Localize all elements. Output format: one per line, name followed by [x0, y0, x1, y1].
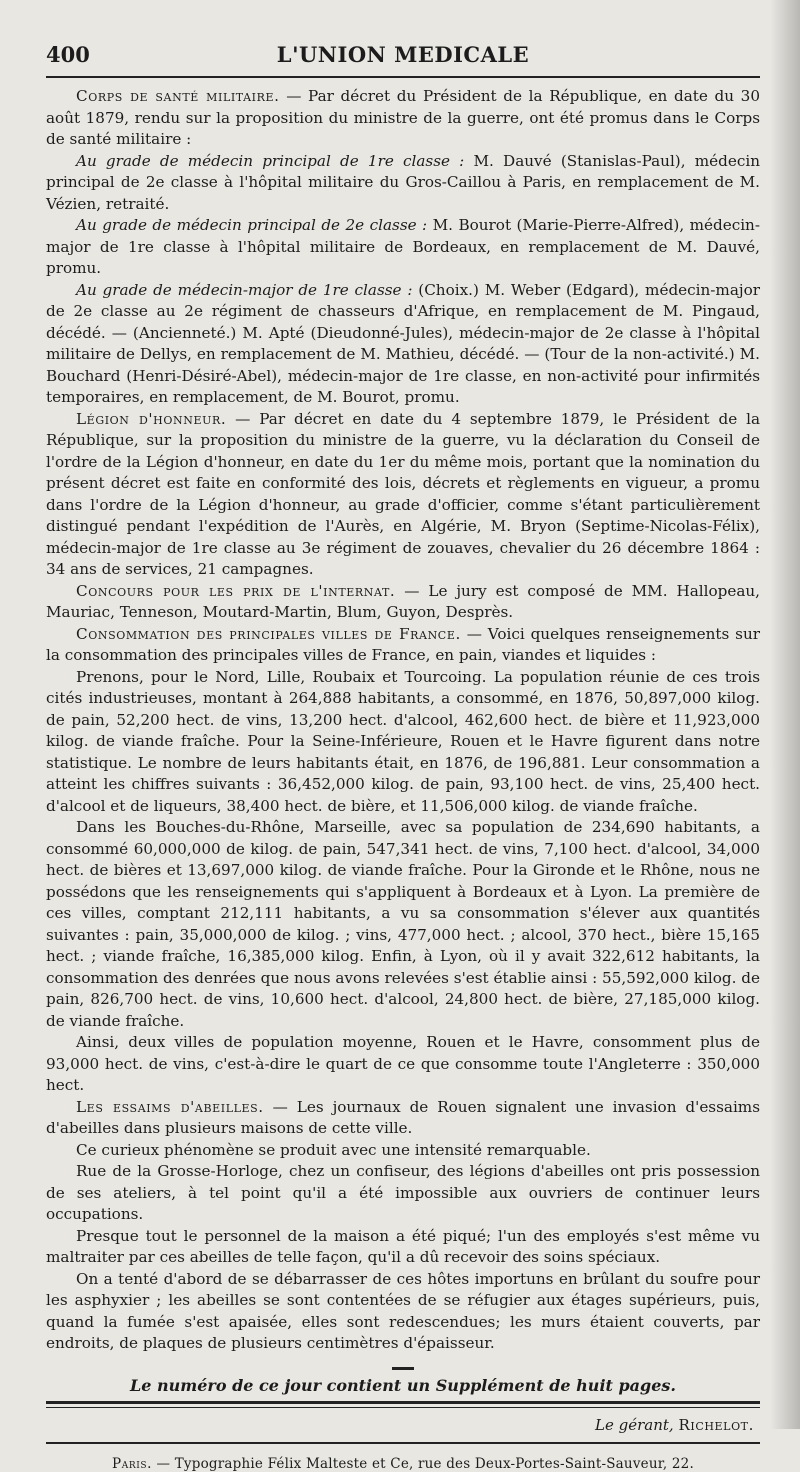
- essaims-p4: On a tenté d'abord de se débarrasser de ces hôtes importuns en brûlant du soufre pour les asphyxier ; les abeilles se sont contentées de se réfugier aux étages supérieurs, puis, quand la fumée s'est apaisée, elles sont redescendues; les murs étaient couverts, par endroits, de plaques de plusieurs centimètres d'épaisseur.: [46, 1269, 760, 1352]
- header-rule: [46, 76, 760, 78]
- corps-promotion-2: [46, 215, 760, 280]
- gerant-label: Le gérant,: [595, 1415, 674, 1434]
- essaims-heading: Les essaims d'abeilles.: [76, 1097, 264, 1116]
- consommation-paragraph: [46, 624, 760, 667]
- legion-paragraph: [46, 409, 760, 581]
- concours-heading: Concours pour les prix de l'internat.: [76, 581, 396, 600]
- promotion-text-2: M. Bourot (Marie-Pierre-Alfred), médecin-major de 1re classe à l'hôpital militaire de Bordeaux, en remplacement de M. Dauvé, promu.: [46, 216, 760, 277]
- consommation-conclusion: Ainsi, deux villes de population moyenne, Rouen et le Havre, consomment plus de 93,000 hect. de vins, c'est-à-dire le quart de ce que consomme toute l'Angleterre : 350,000 hect.: [46, 1033, 760, 1094]
- gerant-line: [46, 1416, 754, 1434]
- gerant-name: Richelot.: [678, 1415, 754, 1434]
- page-header: [46, 38, 760, 72]
- promotion-text-3: (Choix.) M. Weber (Edgard), médecin-major de 2e classe au 2e régiment de chasseurs d'Afrique, en remplacement de M. Pingaud, décédé. — (Ancienneté.) M. Apté (Dieudonné-Jules), médecin-major de 2e classe à l'hôpital militaire de Dellys, en remplacement de M. Mathieu, décédé. — (Tour de la non-activité.) M. Bouchard (Henri-Désiré-Abel), médecin-major de 1re classe, en non-activité pour infirmités temporaires, en remplacement, de M. Bourot, promu.: [46, 280, 760, 406]
- essaims-paragraph: [46, 1097, 760, 1140]
- legion-text: — Par décret en date du 4 septembre 1879, le Président de la République, sur la proposition du ministre de la guerre, vu la déclaration du Conseil de l'ordre de la Légion d'honneur, en date du 1er du même mois, portant que la nomination du présent décret est faite en conformité des lois, décrets et règlements en vigueur, a promu dans l'ordre de la Légion d'honneur, au grade d'officier, comme s'étant particulièrement distingué pendant l'expédition de l'Aurès, en Algérie, M. Bryon (Septime-Nicolas-Félix), médecin-major de 1re classe au 3e régiment de zouaves, chevalier du 26 décembre 1864 : 34 ans de services, 21 campagnes.: [46, 409, 761, 578]
- article-body: [46, 86, 760, 1355]
- page-edge-shadow: [770, 0, 800, 1429]
- footer-text: — Typographie Félix Malteste et Ce, rue des Deux-Portes-Saint-Sauveur, 22.: [156, 1455, 694, 1472]
- corps-promotion-1: [46, 151, 760, 216]
- printer-footer: [46, 1456, 760, 1472]
- grade-label-2: Au grade de médecin principal de 2e classe :: [76, 216, 428, 234]
- page-number: 400: [46, 42, 90, 67]
- legion-heading: Légion d'honneur.: [76, 409, 227, 428]
- corps-promotion-3: [46, 280, 760, 409]
- supplement-notice: Le numéro de ce jour contient un Supplément de huit pages.: [130, 1375, 676, 1395]
- essaims-p2: Rue de la Grosse-Horloge, chez un confiseur, des légions d'abeilles ont pris possession de ses ateliers, à tel point qu'il a été impossible aux ouvriers de continuer leurs occupations.: [46, 1162, 760, 1223]
- concours-paragraph: [46, 581, 760, 624]
- essaims-p1: Ce curieux phénomène se produit avec une intensité remarquable.: [76, 1140, 591, 1159]
- footer-city: Paris.: [112, 1455, 153, 1472]
- essaims-p3: Presque tout le personnel de la maison a été piqué; l'un des employés s'est même vu maltraiter par ces abeilles de telle façon, qu'il a dû recevoir des soins spéciaux.: [46, 1226, 760, 1266]
- short-separator: [392, 1367, 414, 1370]
- journal-title: L'UNION MEDICALE: [276, 42, 530, 67]
- consommation-rhone: Dans les Bouches-du-Rhône, Marseille, avec sa population de 234,690 habitants, a consommé 60,000,000 de kilog. de pain, 547,341 hect. de vins, 7,100 hect. d'alcool, 34,000 hect. de bières et 13,697,000 kilog. de viande fraîche. Pour la Gironde et le Rhône, nous ne possédons que les renseignements qui s'appliquent à Bordeaux et à Lyon. La première de ces villes, comptant 212,111 habitants, a vu sa consommation s'élever aux quantités suivantes : pain, 35,000,000 de kilog. ; vins, 477,000 hect. ; alcool, 370 hect., bière 15,165 hect. ; viande fraîche, 16,385,000 kilog. Enfin, à Lyon, où il y avait 322,612 habitants, la consommation des denrées que nous avons relevées s'est établie ainsi : 55,592,000 kilog. de pain, 826,700 hect. de vins, 10,600 hect. d'alcool, 24,800 hect. de bière, 27,185,000 kilog. de viande fraîche.: [46, 818, 760, 1030]
- corps-heading: Corps de santé militaire.: [76, 87, 280, 105]
- consommation-intro: — Voici quelques renseignements sur la consommation des principales villes de France, en pain, viandes et liquides :: [46, 624, 761, 664]
- footer-rule: [46, 1442, 760, 1444]
- promotion-text-1: M. Dauvé (Stanislas-Paul), médecin principal de 2e classe à l'hôpital militaire du Gros-Caillou à Paris, en remplacement de M. Vézien, retraité.: [46, 151, 760, 213]
- concours-text: — Le jury est composé de MM. Hallopeau, Mauriac, Tenneson, Moutard-Martin, Blum, Guyon, Desprès.: [46, 581, 761, 621]
- double-rule: [46, 1401, 760, 1408]
- corps-paragraph: [46, 86, 760, 151]
- corps-text: — Par décret du Président de la République, en date du 30 août 1879, rendu sur la proposition du ministre de la guerre, ont été promus dans le Corps de santé militaire :: [46, 87, 760, 148]
- consommation-heading: Consommation des principales villes de France.: [76, 624, 461, 643]
- essaims-intro: — Les journaux de Rouen signalent une invasion d'essaims d'abeilles dans plusieurs maisons de cette ville.: [46, 1097, 760, 1137]
- consommation-nord: Prenons, pour le Nord, Lille, Roubaix et Tourcoing. La population réunie de ces trois cités industrieuses, montant à 264,888 habitants, a consommé, en 1876, 50,897,000 kilog. de pain, 52,200 hect. de vins, 13,200 hect. d'alcool, 462,600 hect. de bière et 11,923,000 kilog. de viande fraîche. Pour la Seine-Inférieure, Rouen et le Havre figurent dans notre statistique. Le nombre de leurs habitants était, en 1876, de 196,881. Leur consommation a atteint les chiffres suivants : 36,452,000 kilog. de pain, 93,100 hect. de vins, 25,400 hect. d'alcool et de liqueurs, 38,400 hect. de bière, et 11,506,000 kilog. de viande fraîche.: [46, 667, 760, 815]
- grade-label-3: Au grade de médecin-major de 1re classe :: [76, 280, 413, 299]
- grade-label-1: Au grade de médecin principal de 1re classe :: [76, 151, 465, 170]
